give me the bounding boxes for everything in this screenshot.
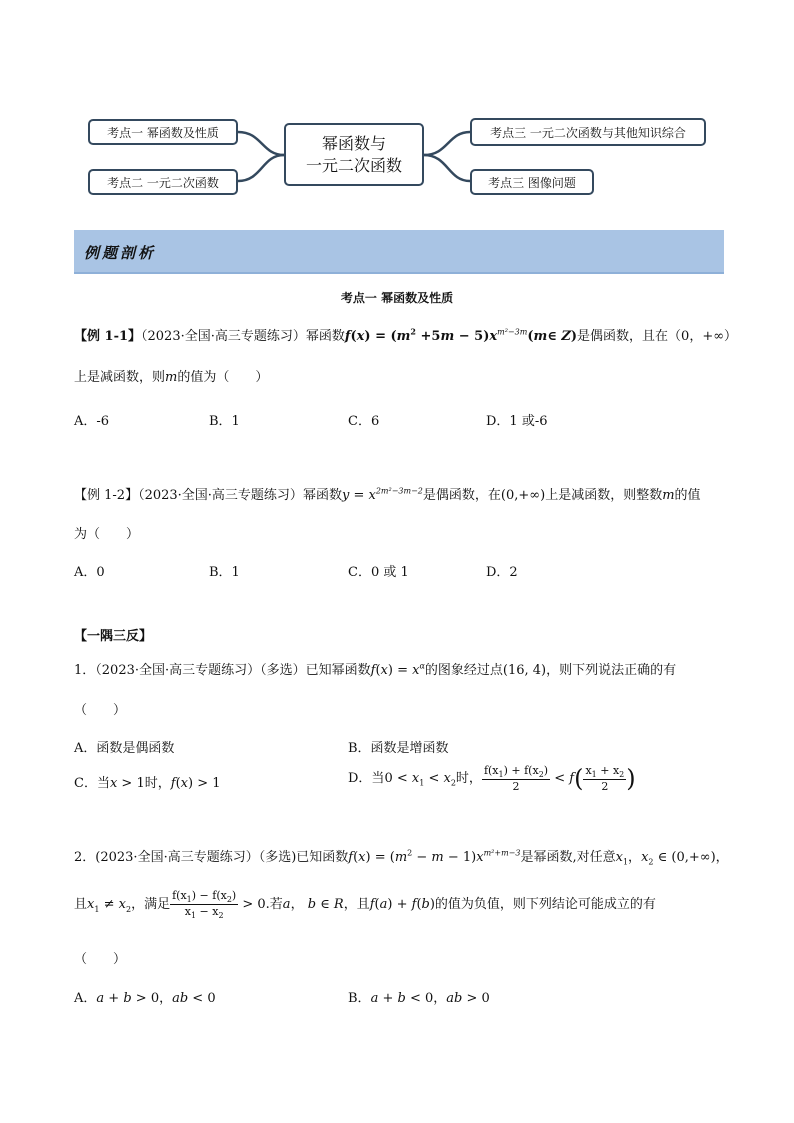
question-1-stem-line2: （ ） (74, 703, 127, 718)
mindmap-node-right-bottom: 考点三 图像问题 (470, 169, 594, 195)
question-2-stem-line2: 且$x_1 \ne x_2$，满足 $\frac{f(x_1) - f(x_2)}{x_1 - x_2}$ > 0.若a， b ∈ R，且f(a) + f(b)的值为负值，则下列结论可能成立的有 (74, 889, 656, 921)
practice-heading: 【一隅三反】 (74, 629, 153, 644)
example-1-1-option-c[interactable]: C．6 (348, 414, 380, 429)
question-1-stem: 1．（2023·全国·高三专题练习）（多选）已知幂函数$f(x) = x^\alpha$的图象经过点(16, 4)，则下列说法正确的有 (74, 661, 677, 678)
fraction-mean-of-f: $\frac{f(x_1) + f(x_2)}{2}$ (483, 764, 549, 794)
example-1-2-option-b[interactable]: B．1 (209, 565, 240, 580)
example-1-1-option-a[interactable]: A．-6 (74, 414, 110, 429)
example-1-2-option-d[interactable]: D．2 (486, 565, 518, 580)
question-1-option-d[interactable]: D．当$0 < x_1 < x_2$时， $\frac{f(x_1) + f(x_2)}{2}$ < f( $\frac{x_1 + x_2}{2}$ ) (348, 764, 636, 794)
mindmap-node-right-top: 考点三 一元二次函数与其他知识综合 (470, 118, 706, 146)
question-2-stem: 2．(2023·全国·高三专题练习）（多选)已知函数$f(x) = (m^2 - m - 1)x^{m^2+m-3}$是幂函数,对任意$x_1$，$x_2$ ∈ (0,+∞)， (74, 848, 729, 867)
example-1-2-stem: 【例 1-2】（2023·全国·高三专题练习）幂函数$y = x^{2m^2-3m-2}$是偶函数，在(0,+∞)上是减函数，则整数m的值 (74, 486, 701, 503)
example-1-1-stem-line2: 上是减函数，则m的值为（ ） (74, 370, 269, 385)
question-2-stem-line3: （ ） (74, 952, 127, 967)
mindmap-node-left-top: 考点一 幂函数及性质 (88, 119, 238, 145)
mindmap-node-left-bottom: 考点二 一元二次函数 (88, 169, 238, 195)
point-16-4: (16, 4) (502, 663, 547, 678)
example-1-1-option-b[interactable]: B．1 (209, 414, 240, 429)
interval-0-inf: (0,+∞) (500, 488, 546, 503)
section-banner (74, 230, 724, 274)
question-2-option-a[interactable]: A．a + b > 0，ab < 0 (74, 991, 216, 1006)
formula-power-function: f (344, 329, 351, 344)
example-1-1-option-d[interactable]: D．1 或-6 (486, 414, 548, 429)
banner-title: 例题剖析 (84, 244, 157, 262)
section-title: 考点一 幂函数及性质 (340, 291, 454, 305)
question-1-option-a[interactable]: A．函数是偶函数 (74, 741, 175, 756)
example-1-1-stem: 【例 1-1】（2023·全国·高三专题练习）幂函数$f(x) = (m^2 +5m$ − $5)x^{m^2-3m}(m\in$ Z)是偶函数，且在（0，+∞） (74, 326, 738, 344)
fraction-mean-of-x: $\frac{x_1 + x_2}{2}$ (585, 764, 625, 794)
mindmap-center-node: 幂函数与 一元二次函数 (284, 123, 424, 186)
formula-f-x-alpha: f (370, 663, 376, 678)
formula-f-power-m: f (348, 850, 354, 865)
example-1-2-option-a[interactable]: A．0 (74, 565, 105, 580)
question-2-option-b[interactable]: B．a + b < 0，ab > 0 (348, 991, 490, 1006)
formula-y-power: y (341, 488, 350, 503)
question-1-option-c[interactable]: C．当x > 1时，f(x) > 1 (74, 776, 221, 791)
example-1-2-option-c[interactable]: C．0 或 1 (348, 565, 409, 580)
example-1-2-stem-line2: 为（ ） (74, 527, 140, 542)
fraction-difference-quotient: $\frac{f(x_1) - f(x_2)}{x_1 - x_2}$ (172, 889, 237, 921)
question-1-option-b[interactable]: B．函数是增函数 (348, 741, 449, 756)
